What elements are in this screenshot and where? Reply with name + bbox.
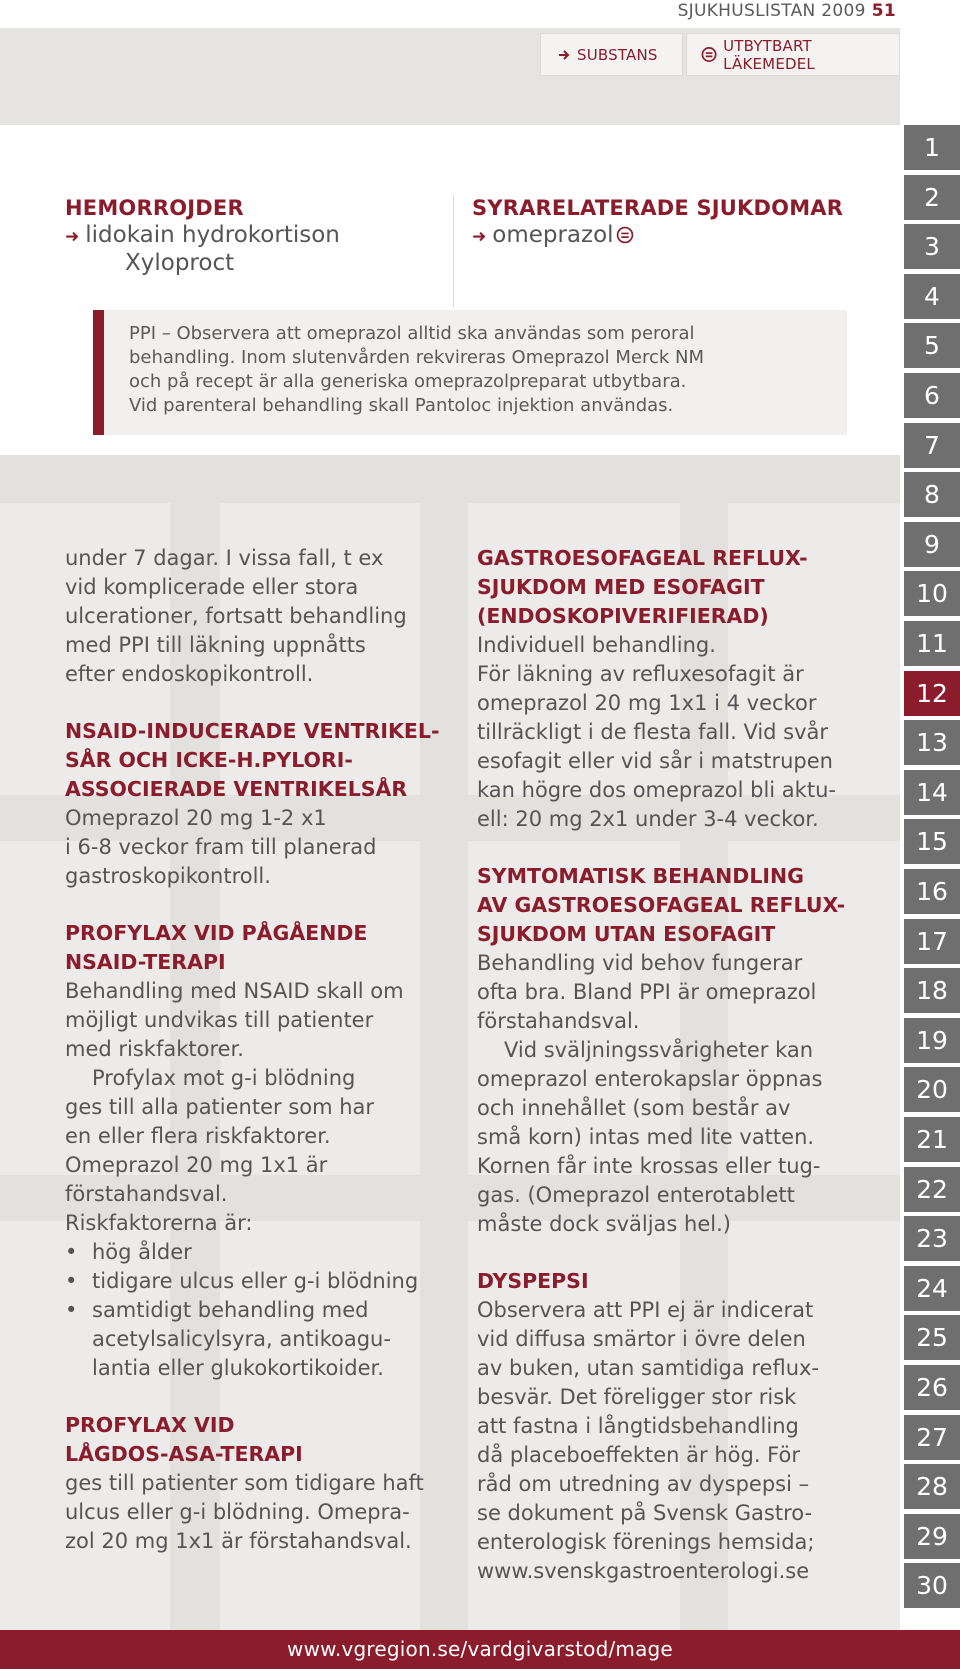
- section-heading: PROFYLAX VID: [65, 1413, 235, 1437]
- right-column: [477, 544, 887, 1586]
- chapter-tab-11[interactable]: 11: [904, 621, 960, 666]
- omeprazol-substance[interactable]: omeprazol: [492, 222, 614, 248]
- text-line: en eller flera riskfaktorer.: [65, 1124, 331, 1148]
- section-heading: SYMTOMATISK BEHANDLING: [477, 864, 804, 888]
- chapter-tab-2[interactable]: 2: [904, 175, 960, 220]
- text-line: Observera att PPI ej är indicerat: [477, 1298, 814, 1322]
- text-line: ulcerationer, fortsatt behandling: [65, 604, 407, 628]
- text-line: gas. (Omeprazol enterotablett: [477, 1183, 795, 1207]
- hemorrojder-substance-line: [65, 222, 340, 248]
- section-heading: NSAID-INDUCERADE VENTRIKEL-: [65, 719, 440, 743]
- chapter-tab-5[interactable]: 5: [904, 323, 960, 368]
- chapter-tabs: [900, 125, 960, 1630]
- text-line: gastroskopikontroll.: [65, 864, 271, 888]
- ppi-note-box: [93, 310, 847, 435]
- text-line: råd om utredning av dyspepsi –: [477, 1472, 810, 1496]
- text-line: se dokument på Svensk Gastro-: [477, 1501, 813, 1525]
- publication-title: SJUKHUSLISTAN 2009: [677, 1, 866, 21]
- text-line: förstahandsval.: [65, 1182, 228, 1206]
- chapter-tab-29[interactable]: 29: [904, 1514, 960, 1559]
- exchangeable-icon: [701, 46, 717, 63]
- chapter-tab-15[interactable]: 15: [904, 819, 960, 864]
- chapter-tab-4[interactable]: 4: [904, 274, 960, 319]
- section-heading: ASSOCIERADE VENTRIKELSÅR: [65, 777, 408, 801]
- syrarelaterade-substance-line: [472, 222, 843, 248]
- text-line: Omeprazol 20 mg 1x1 är: [65, 1153, 328, 1177]
- text-line: av buken, utan samtidiga reflux-: [477, 1356, 820, 1380]
- text-line: möjligt undvikas till patienter: [65, 1008, 374, 1032]
- chapter-tab-30[interactable]: 30: [904, 1563, 960, 1608]
- text-line: Omeprazol 20 mg 1-2 x1: [65, 806, 327, 830]
- chapter-tab-6[interactable]: 6: [904, 373, 960, 418]
- chapter-tab-10[interactable]: 10: [904, 571, 960, 616]
- text-line: och innehållet (som består av: [477, 1096, 791, 1120]
- text-line: ofta bra. Bland PPI är omeprazol: [477, 980, 817, 1004]
- chapter-tab-9[interactable]: 9: [904, 522, 960, 567]
- chapter-tab-16[interactable]: 16: [904, 869, 960, 914]
- arrow-right-icon: [557, 48, 571, 62]
- chapter-tab-7[interactable]: 7: [904, 423, 960, 468]
- text-line: zol 20 mg 1x1 är förstahandsval.: [65, 1529, 412, 1553]
- page-header: [678, 0, 896, 22]
- risk-factor-list: [65, 1238, 465, 1325]
- section-heading: GASTROESOFAGEAL REFLUX-: [477, 546, 808, 570]
- text-line: acetylsalicylsyra, antikoagu-: [92, 1327, 391, 1351]
- arrow-right-icon: ➜: [65, 227, 80, 247]
- text-line: med riskfaktorer.: [65, 1037, 244, 1061]
- chapter-tab-13[interactable]: 13: [904, 720, 960, 765]
- page-number: 51: [871, 1, 896, 21]
- legend-utbytbart: [686, 33, 900, 76]
- text-line: kan högre dos omeprazol bli aktu-: [477, 778, 836, 802]
- text-line: Kornen får inte krossas eller tug-: [477, 1154, 821, 1178]
- exchangeable-icon: [616, 226, 634, 244]
- text-line: Individuell behandling.: [477, 633, 716, 657]
- note-line: Vid parenteral behandling skall Pantoloc injektion användas.: [129, 395, 674, 416]
- section-heading: SÅR OCH ICKE-H.PYLORI-: [65, 748, 353, 772]
- chapter-tab-26[interactable]: 26: [904, 1365, 960, 1410]
- hemorrojder-brand: Xyloproct: [125, 250, 235, 276]
- legend-utbytbart-label: UTBYTBART LÄKEMEDEL: [723, 36, 815, 73]
- note-line: PPI – Observera att omeprazol alltid ska användas som peroral: [129, 323, 695, 344]
- text-line: då placeboeffekten är hög. För: [477, 1443, 800, 1467]
- text-line: omeprazol 20 mg 1x1 i 4 veckor: [477, 691, 817, 715]
- text-line: besvär. Det föreligger stor risk: [477, 1385, 797, 1409]
- hemorrojder-block: [65, 196, 340, 276]
- text-line: tillräckligt i de flesta fall. Vid svår: [477, 720, 829, 744]
- chapter-tab-8[interactable]: 8: [904, 472, 960, 517]
- text-line: Behandling vid behov fungerar: [477, 951, 803, 975]
- section-heading: AV GASTROESOFAGEAL REFLUX-: [477, 893, 846, 917]
- text-line: esofagit eller vid sår i matstrupen: [477, 749, 833, 773]
- text-line: omeprazol enterokapslar öppnas: [477, 1067, 823, 1091]
- section-heading: (ENDOSKOPIVERIFIERAD): [477, 604, 769, 628]
- section-heading: SJUKDOM MED ESOFAGIT: [477, 575, 765, 599]
- section-heading: PROFYLAX VID PÅGÅENDE: [65, 921, 368, 945]
- section-heading: DYSPEPSI: [477, 1269, 589, 1293]
- text-line: Profylax mot g-i blödning: [92, 1066, 356, 1090]
- chapter-tab-3[interactable]: 3: [904, 224, 960, 269]
- text-line: lantia eller glukokortikoider.: [92, 1356, 384, 1380]
- column-divider: [453, 195, 454, 307]
- text-line: För läkning av refluxesofagit är: [477, 662, 804, 686]
- chapter-tab-28[interactable]: 28: [904, 1464, 960, 1509]
- text-line: Vid sväljningssvårigheter kan: [504, 1038, 814, 1062]
- text-line: efter endoskopikontroll.: [65, 662, 314, 686]
- arrow-right-icon: ➜: [472, 227, 487, 247]
- note-line: och på recept är alla generiska omeprazolpreparat utbytbara.: [129, 371, 687, 392]
- chapter-tab-21[interactable]: 21: [904, 1117, 960, 1162]
- chapter-tab-19[interactable]: 19: [904, 1018, 960, 1063]
- text-line: enterologisk förenings hemsida;: [477, 1530, 815, 1554]
- section-heading: LÅGDOS-ASA-TERAPI: [65, 1442, 303, 1466]
- chapter-tab-12[interactable]: 12: [904, 671, 960, 716]
- section-heading: NSAID-TERAPI: [65, 950, 226, 974]
- note-line: behandling. Inom slutenvården rekvireras Omeprazol Merck NM: [129, 347, 704, 368]
- chapter-tab-23[interactable]: 23: [904, 1216, 960, 1261]
- text-line: i 6-8 veckor fram till planerad: [65, 835, 377, 859]
- hemorrojder-substance[interactable]: lidokain hydrokortison: [85, 222, 340, 248]
- text-line: Behandling med NSAID skall om: [65, 979, 404, 1003]
- hemorrojder-heading: HEMORROJDER: [65, 196, 244, 220]
- list-item: • hög ålder: [65, 1238, 465, 1267]
- chapter-tab-18[interactable]: 18: [904, 968, 960, 1013]
- text-line: ulcus eller g-i blödning. Omepra-: [65, 1500, 410, 1524]
- text-line: vid diffusa smärtor i övre delen: [477, 1327, 806, 1351]
- list-item: • samtidigt behandling med: [65, 1296, 465, 1325]
- text-line: ges till alla patienter som har: [65, 1095, 375, 1119]
- text-line: förstahandsval.: [477, 1009, 640, 1033]
- text-line: med PPI till läkning uppnåtts: [65, 633, 366, 657]
- website-link[interactable]: www.svenskgastroenterologi.se: [477, 1559, 810, 1583]
- legend-substans: [540, 33, 683, 76]
- text-line: Riskfaktorerna är:: [65, 1211, 253, 1235]
- list-item: • tidigare ulcus eller g-i blödning: [65, 1267, 465, 1296]
- footer-url[interactable]: www.vgregion.se/vardgivarstod/mage: [0, 1630, 960, 1669]
- text-line: under 7 dagar. I vissa fall, t ex: [65, 546, 384, 570]
- chapter-tab-25[interactable]: 25: [904, 1315, 960, 1360]
- chapter-tab-24[interactable]: 24: [904, 1266, 960, 1311]
- left-column: [65, 544, 465, 1556]
- text-line: vid komplicerade eller stora: [65, 575, 359, 599]
- chapter-tab-1[interactable]: 1: [904, 125, 960, 170]
- chapter-tab-22[interactable]: 22: [904, 1167, 960, 1212]
- section-heading: SJUKDOM UTAN ESOFAGIT: [477, 922, 776, 946]
- text-line: ges till patienter som tidigare haft: [65, 1471, 424, 1495]
- text-line: att fastna i långtidsbehandling: [477, 1414, 799, 1438]
- chapter-tab-14[interactable]: 14: [904, 770, 960, 815]
- syrarelaterade-block: [472, 196, 843, 248]
- text-line: måste dock sväljas hel.): [477, 1212, 731, 1236]
- text-line: små korn) intas med lite vatten.: [477, 1125, 815, 1149]
- legend-substans-label: SUBSTANS: [577, 45, 658, 64]
- chapter-tab-27[interactable]: 27: [904, 1415, 960, 1460]
- chapter-tab-17[interactable]: 17: [904, 919, 960, 964]
- syrarelaterade-heading: SYRARELATERADE SJUKDOMAR: [472, 196, 844, 220]
- chapter-tab-20[interactable]: 20: [904, 1067, 960, 1112]
- text-line: ell: 20 mg 2x1 under 3-4 veckor.: [477, 807, 819, 831]
